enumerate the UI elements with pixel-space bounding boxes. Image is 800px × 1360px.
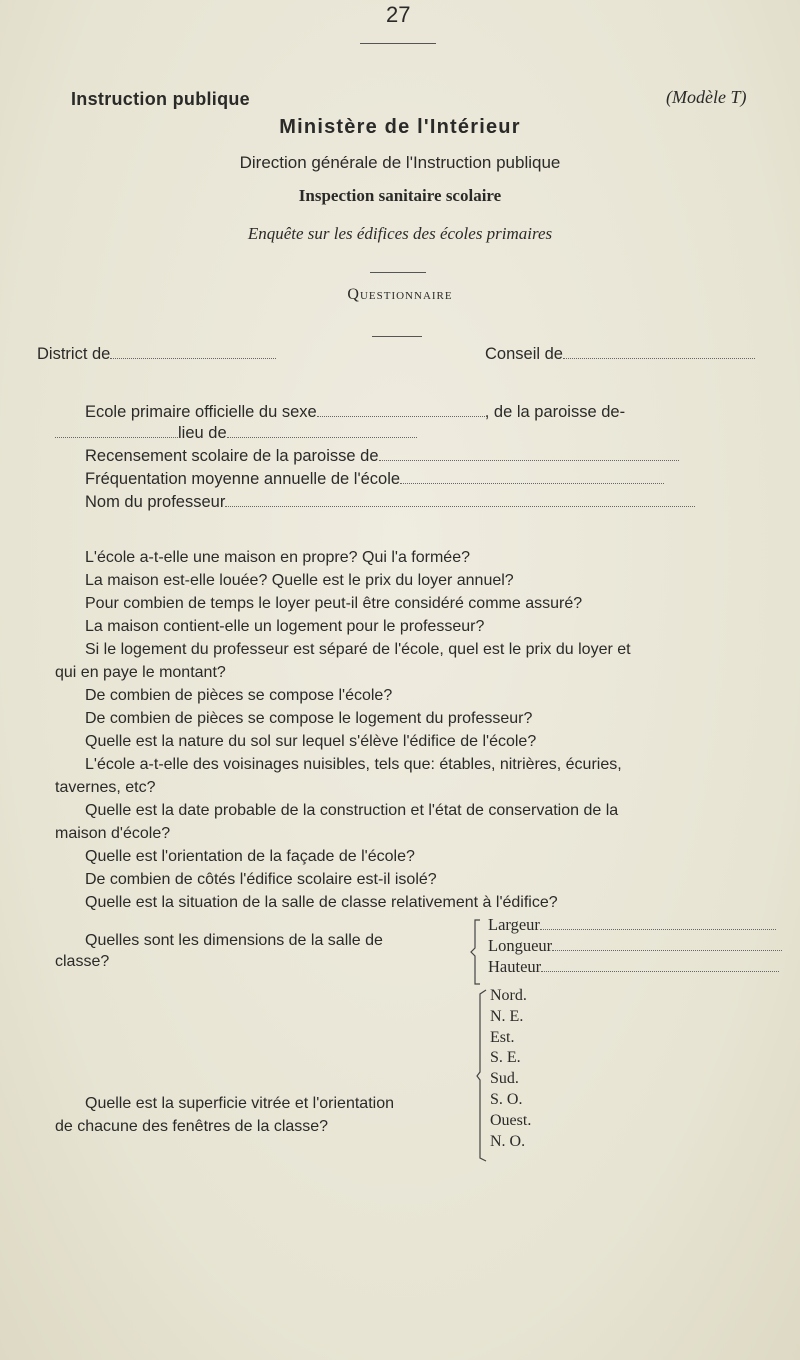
question-1: L'école a-t-elle une maison en propre? Qui l'a formée? (85, 549, 470, 566)
conseil-label: Conseil de (485, 345, 563, 363)
question-3: Pour combien de temps le loyer peut-il être considéré comme assuré? (85, 595, 583, 612)
orientation-brace (476, 988, 488, 1163)
dimension-hauteur[interactable]: Hauteur (488, 956, 782, 977)
conseil-field[interactable] (485, 344, 755, 364)
orientation-so[interactable]: S. O. (490, 1090, 523, 1108)
orientation-ne[interactable]: N. E. (490, 1007, 524, 1025)
dimensions-question-cont: classe? (55, 953, 110, 970)
district-label: District de (37, 345, 111, 363)
header-left: Instruction publique (71, 89, 250, 109)
question-10: Quelle est la date probable de la construction et l'état de conservation de la (85, 802, 619, 819)
orientation-se[interactable]: S. E. (490, 1049, 521, 1067)
frequentation-label: Fréquentation moyenne annuelle de l'école (85, 470, 401, 488)
ecole-label: Ecole primaire officielle du sexe (85, 403, 317, 421)
divider-rule (370, 272, 426, 273)
question-9-cont: tavernes, etc? (55, 779, 156, 796)
orientation-ouest[interactable]: Ouest. (490, 1111, 532, 1129)
inspection-title: Inspection sanitaire scolaire (298, 186, 502, 205)
orientation-no[interactable]: N. O. (490, 1132, 526, 1150)
orientation-sud[interactable]: Sud. (490, 1070, 519, 1088)
dimensions-brace (470, 918, 484, 986)
question-13: Quelle est la situation de la salle de classe relativement à l'édifice? (85, 894, 558, 911)
paroisse-label: , de la paroisse de- (484, 403, 626, 421)
direction-title: Direction générale de l'Instruction publique (239, 153, 561, 172)
district-blank[interactable] (110, 344, 276, 359)
page-number-rule (360, 43, 436, 44)
question-2: La maison est-elle louée? Quelle est le prix du loyer annuel? (85, 572, 514, 589)
question-4: La maison contient-elle un logement pour le professeur? (85, 618, 485, 635)
sexe-blank[interactable] (317, 402, 485, 417)
hauteur-blank[interactable] (541, 957, 779, 972)
frequentation-blank[interactable] (400, 469, 664, 484)
page-number: 27 (386, 2, 411, 27)
professeur-blank[interactable] (225, 492, 695, 507)
recensement-label: Recensement scolaire de la paroisse de (85, 447, 379, 465)
ecole-field[interactable] (85, 402, 625, 422)
dimension-largeur[interactable]: Largeur (488, 914, 782, 935)
divider-rule (372, 336, 422, 337)
district-field[interactable] (37, 344, 276, 364)
largeur-blank[interactable] (540, 915, 776, 930)
question-5-cont: qui en paye le montant? (55, 664, 226, 681)
longueur-blank[interactable] (552, 936, 782, 951)
question-9: L'école a-t-elle des voisinages nuisibles, tels que: étables, nitrières, écuries, (85, 756, 622, 773)
questionnaire-title: Questionnaire (347, 286, 453, 303)
question-10-cont: maison d'école? (55, 825, 171, 842)
question-12: De combien de côtés l'édifice scolaire est-il isolé? (85, 871, 437, 888)
windows-question-cont: de chacune des fenêtres de la classe? (55, 1118, 329, 1135)
header-model: (Modèle T) (666, 87, 747, 107)
lieu-label: lieu de (178, 424, 227, 442)
question-7: De combien de pièces se compose le logement du professeur? (85, 710, 533, 727)
professeur-label: Nom du professeur (85, 493, 226, 511)
survey-title: Enquête sur les édifices des écoles primaires (247, 224, 553, 243)
lieu-field[interactable] (55, 423, 417, 443)
orientation-est[interactable]: Est. (490, 1028, 515, 1046)
question-5: Si le logement du professeur est séparé de l'école, quel est le prix du loyer et (85, 641, 631, 658)
recensement-blank[interactable] (379, 446, 679, 461)
recensement-field[interactable] (85, 446, 679, 466)
conseil-blank[interactable] (563, 344, 755, 359)
orientation-list (490, 986, 531, 1152)
dimension-longueur[interactable]: Longueur (488, 935, 782, 956)
paroisse-blank[interactable] (55, 423, 178, 438)
ministry-title: Ministère de l'Intérieur (279, 116, 521, 138)
dimensions-list (488, 914, 782, 977)
question-6: De combien de pièces se compose l'école? (85, 687, 393, 704)
question-11: Quelle est l'orientation de la façade de l'école? (85, 848, 415, 865)
windows-question: Quelle est la superficie vitrée et l'orientation (85, 1095, 394, 1112)
orientation-nord[interactable]: Nord. (490, 987, 527, 1004)
dimensions-question: Quelles sont les dimensions de la salle de (85, 932, 383, 949)
frequentation-field[interactable] (85, 469, 664, 489)
question-8: Quelle est la nature du sol sur lequel s'élève l'édifice de l'école? (85, 733, 537, 750)
professeur-field[interactable] (85, 492, 695, 512)
lieu-blank[interactable] (227, 423, 417, 438)
